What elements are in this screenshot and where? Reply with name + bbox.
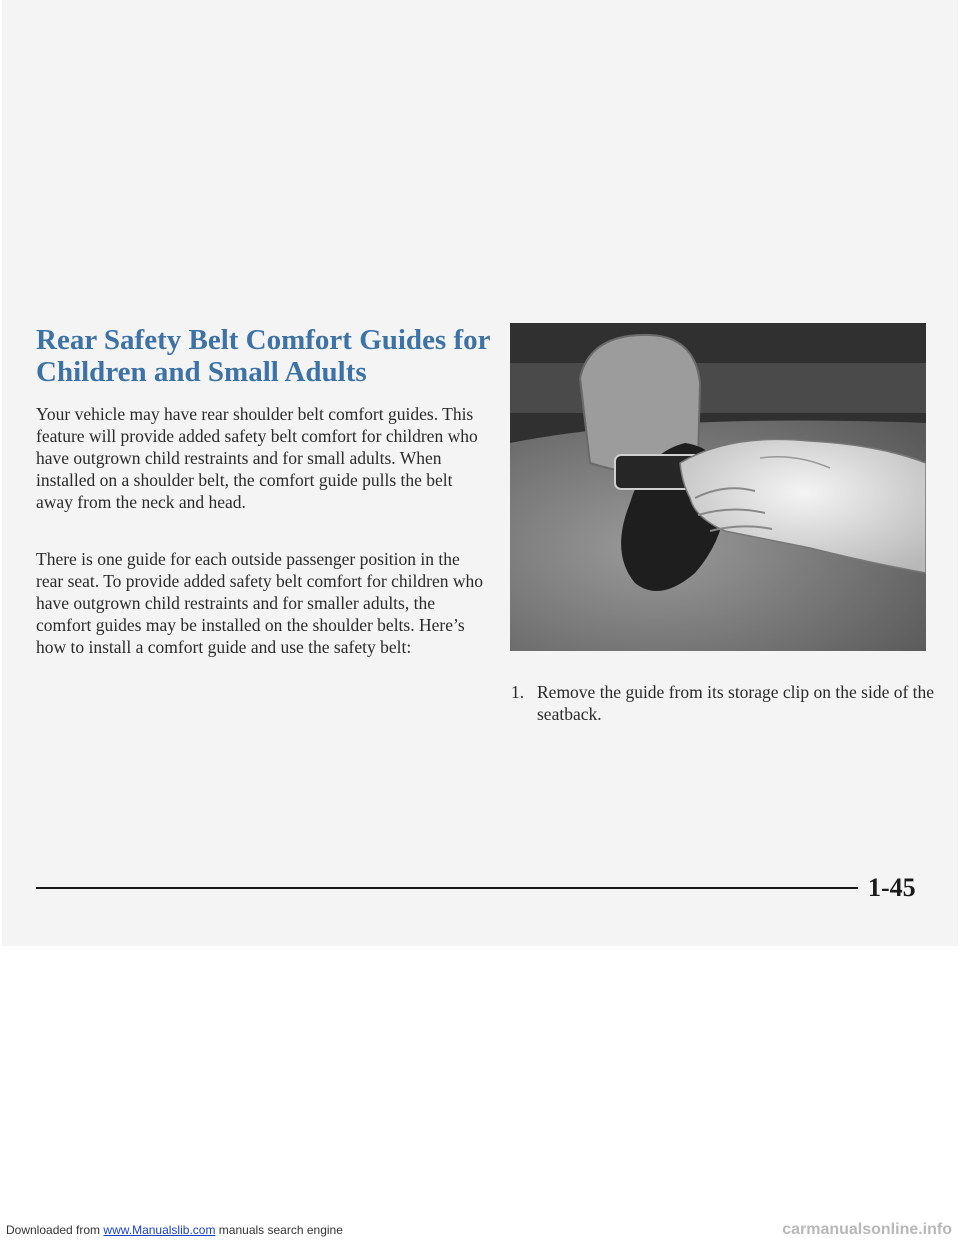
footer-rule <box>36 887 858 889</box>
page-number: 1-45 <box>868 873 916 902</box>
manualslib-link[interactable]: www.Manualslib.com <box>103 1223 216 1237</box>
footer-prefix: Downloaded from <box>6 1223 101 1237</box>
guide-paragraph: There is one guide for each outside passenger position in the rear seat. To provide added safety belt comfort for children who have outgrown child restraints and for smaller adults, the comfort guides may be installed on the shoulder belts. Here’s how to install a comfort guide and use the safety belt: <box>36 549 483 657</box>
watermark: carmanualsonline.info <box>782 1221 952 1238</box>
rear-window-shape <box>510 363 926 413</box>
step-number: 1. <box>511 682 525 702</box>
intro-paragraph: Your vehicle may have rear shoulder belt comfort guides. This feature will provide added safety belt comfort for children who have outgrown child restraints and for small adults. When installed on a shoulder belt, the comfort guide pulls the belt away from the neck and head. <box>36 404 478 512</box>
manual-page <box>2 0 958 946</box>
section-title: Rear Safety Belt Comfort Guides for Children and Small Adults <box>36 324 490 388</box>
download-footer <box>6 1223 343 1237</box>
step-text: Remove the guide from its storage clip on the side of the seatback. <box>537 682 935 724</box>
comfort-guide-illustration <box>510 323 926 651</box>
footer-suffix: manuals search engine <box>218 1223 343 1237</box>
